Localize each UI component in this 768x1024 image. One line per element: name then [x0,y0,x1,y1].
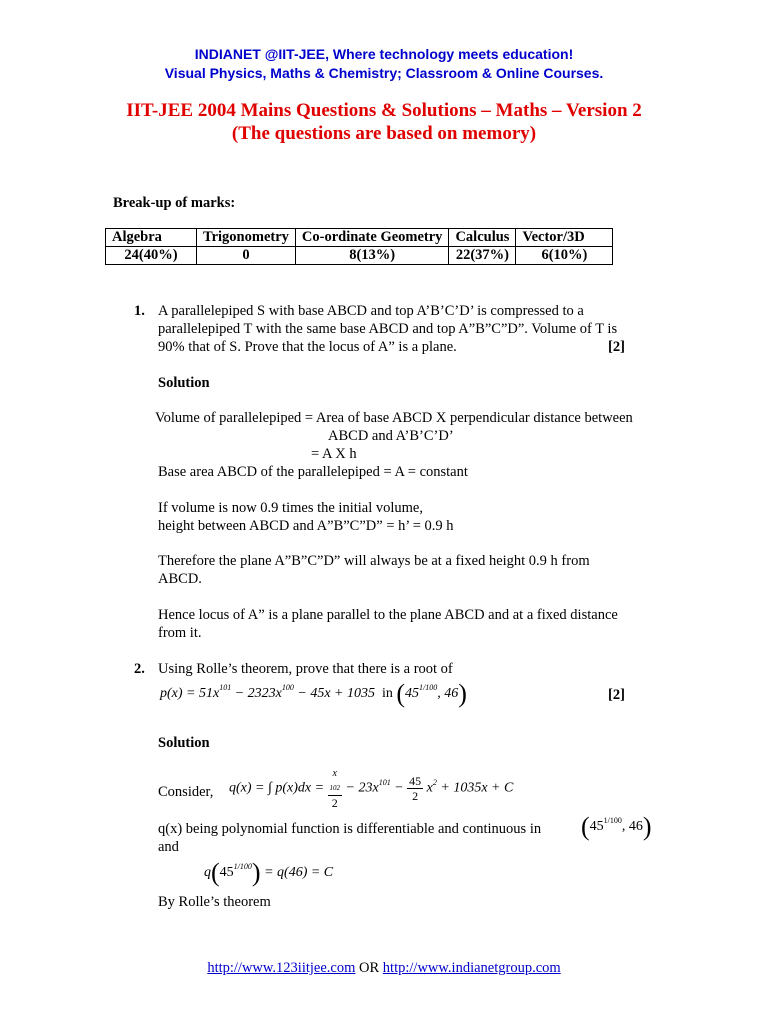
q1-solution-line-2: ABCD and A’B’C’D’ [328,428,454,444]
question-2-line-1: Using Rolle’s theorem, prove that there is a root of [158,661,453,677]
question-1-marks: [2] [608,339,625,355]
footer-link-indianetgroup[interactable]: http://www.indianetgroup.com [382,960,561,976]
polynomial-equation: $p(x) = 51x^{101} - 2323x^{100} - 45x + 1035$ in ($45^{1/100}$, 46) [160,679,467,708]
q1-solution-line-5: If volume is now 0.9 times the initial volume, [158,500,423,516]
q1-solution-line-7: Therefore the plane A”B”C”D” will always be at a fixed height 0.9 h from [158,553,590,569]
breakup-heading: Break-up of marks: [113,195,236,211]
q1-solution-line-8: ABCD. [158,571,202,587]
table-header-vector-3d: Vector/3D [516,229,613,247]
q1-solution-line-3: = A X h [311,446,357,462]
q1-solution-line-1: Volume of parallelepiped = Area of base ABCD X perpendicular distance between [155,410,633,426]
header-line-1: INDIANET @IIT-JEE, Where technology meets education! [194,46,574,62]
q2-solution-line-2: and [158,839,179,855]
question-2-solution-label: Solution [158,735,210,751]
table-header-algebra: Algebra [106,229,197,247]
q2-solution-line-3: By Rolle’s theorem [158,894,271,910]
q1-solution-line-4: Base area ABCD of the parallelepiped = A = constant [158,464,468,480]
table-value-vector-3d: 6(10%) [516,247,613,265]
footer-or-text: OR [355,960,383,976]
document-subtitle: (The questions are based on memory) [231,123,537,144]
question-1-line-1: A parallelepiped S with base ABCD and top A’B’C’D’ is compressed to a [158,303,584,319]
question-1-line-2: parallelepiped T with the same base ABCD and top A”B”C”D”. Volume of T is [158,321,618,337]
interval-expression: ($45^{1/100}$, 46) [581,812,652,841]
question-2-marks: [2] [608,687,625,703]
question-1-line-3: 90% that of S. Prove that the locus of A” is a plane. [158,339,457,355]
document-title: IIT-JEE 2004 Mains Questions & Solutions – Maths – Version 2 [126,100,642,121]
table-value-trigonometry: 0 [197,247,296,265]
footer [0,960,768,977]
question-2-number: 2. [134,661,145,677]
integral-equation: q(x) = ∫ p(x)dx = x 102 2 − $23x^{101}$ − $\frac{45}{2}$ $x^2 + 1035x + C$ [229,768,514,810]
table-value-algebra: 24(40%) [106,247,197,265]
table-header-trigonometry: Trigonometry [197,229,296,247]
marks-table-value-row [106,247,613,265]
header-line-2: Visual Physics, Maths & Chemistry; Classroom & Online Courses. [164,65,604,81]
rolle-condition-equation: $q(45^{1/100}) = q(46) = C$ [204,858,334,887]
q1-solution-line-9: Hence locus of A” is a plane parallel to the plane ABCD and at a fixed distance [158,607,618,623]
footer-link-123iitjee[interactable]: http://www.123iitjee.com [207,960,356,976]
table-header-calculus: Calculus [449,229,516,247]
table-value-calculus: 22(37%) [449,247,516,265]
table-header-coordinate-geometry: Co-ordinate Geometry [295,229,449,247]
marks-table [105,228,613,265]
q1-solution-line-10: from it. [158,625,202,641]
table-value-coordinate-geometry: 8(13%) [295,247,449,265]
question-1-solution-label: Solution [158,375,210,391]
question-1-number: 1. [134,303,145,319]
q2-solution-line-1: q(x) being polynomial function is differentiable and continuous in [158,821,542,837]
consider-label: Consider, [158,784,214,800]
marks-table-header-row [106,229,613,247]
q1-solution-line-6: height between ABCD and A”B”C”D” = h’ = 0.9 h [158,518,454,534]
